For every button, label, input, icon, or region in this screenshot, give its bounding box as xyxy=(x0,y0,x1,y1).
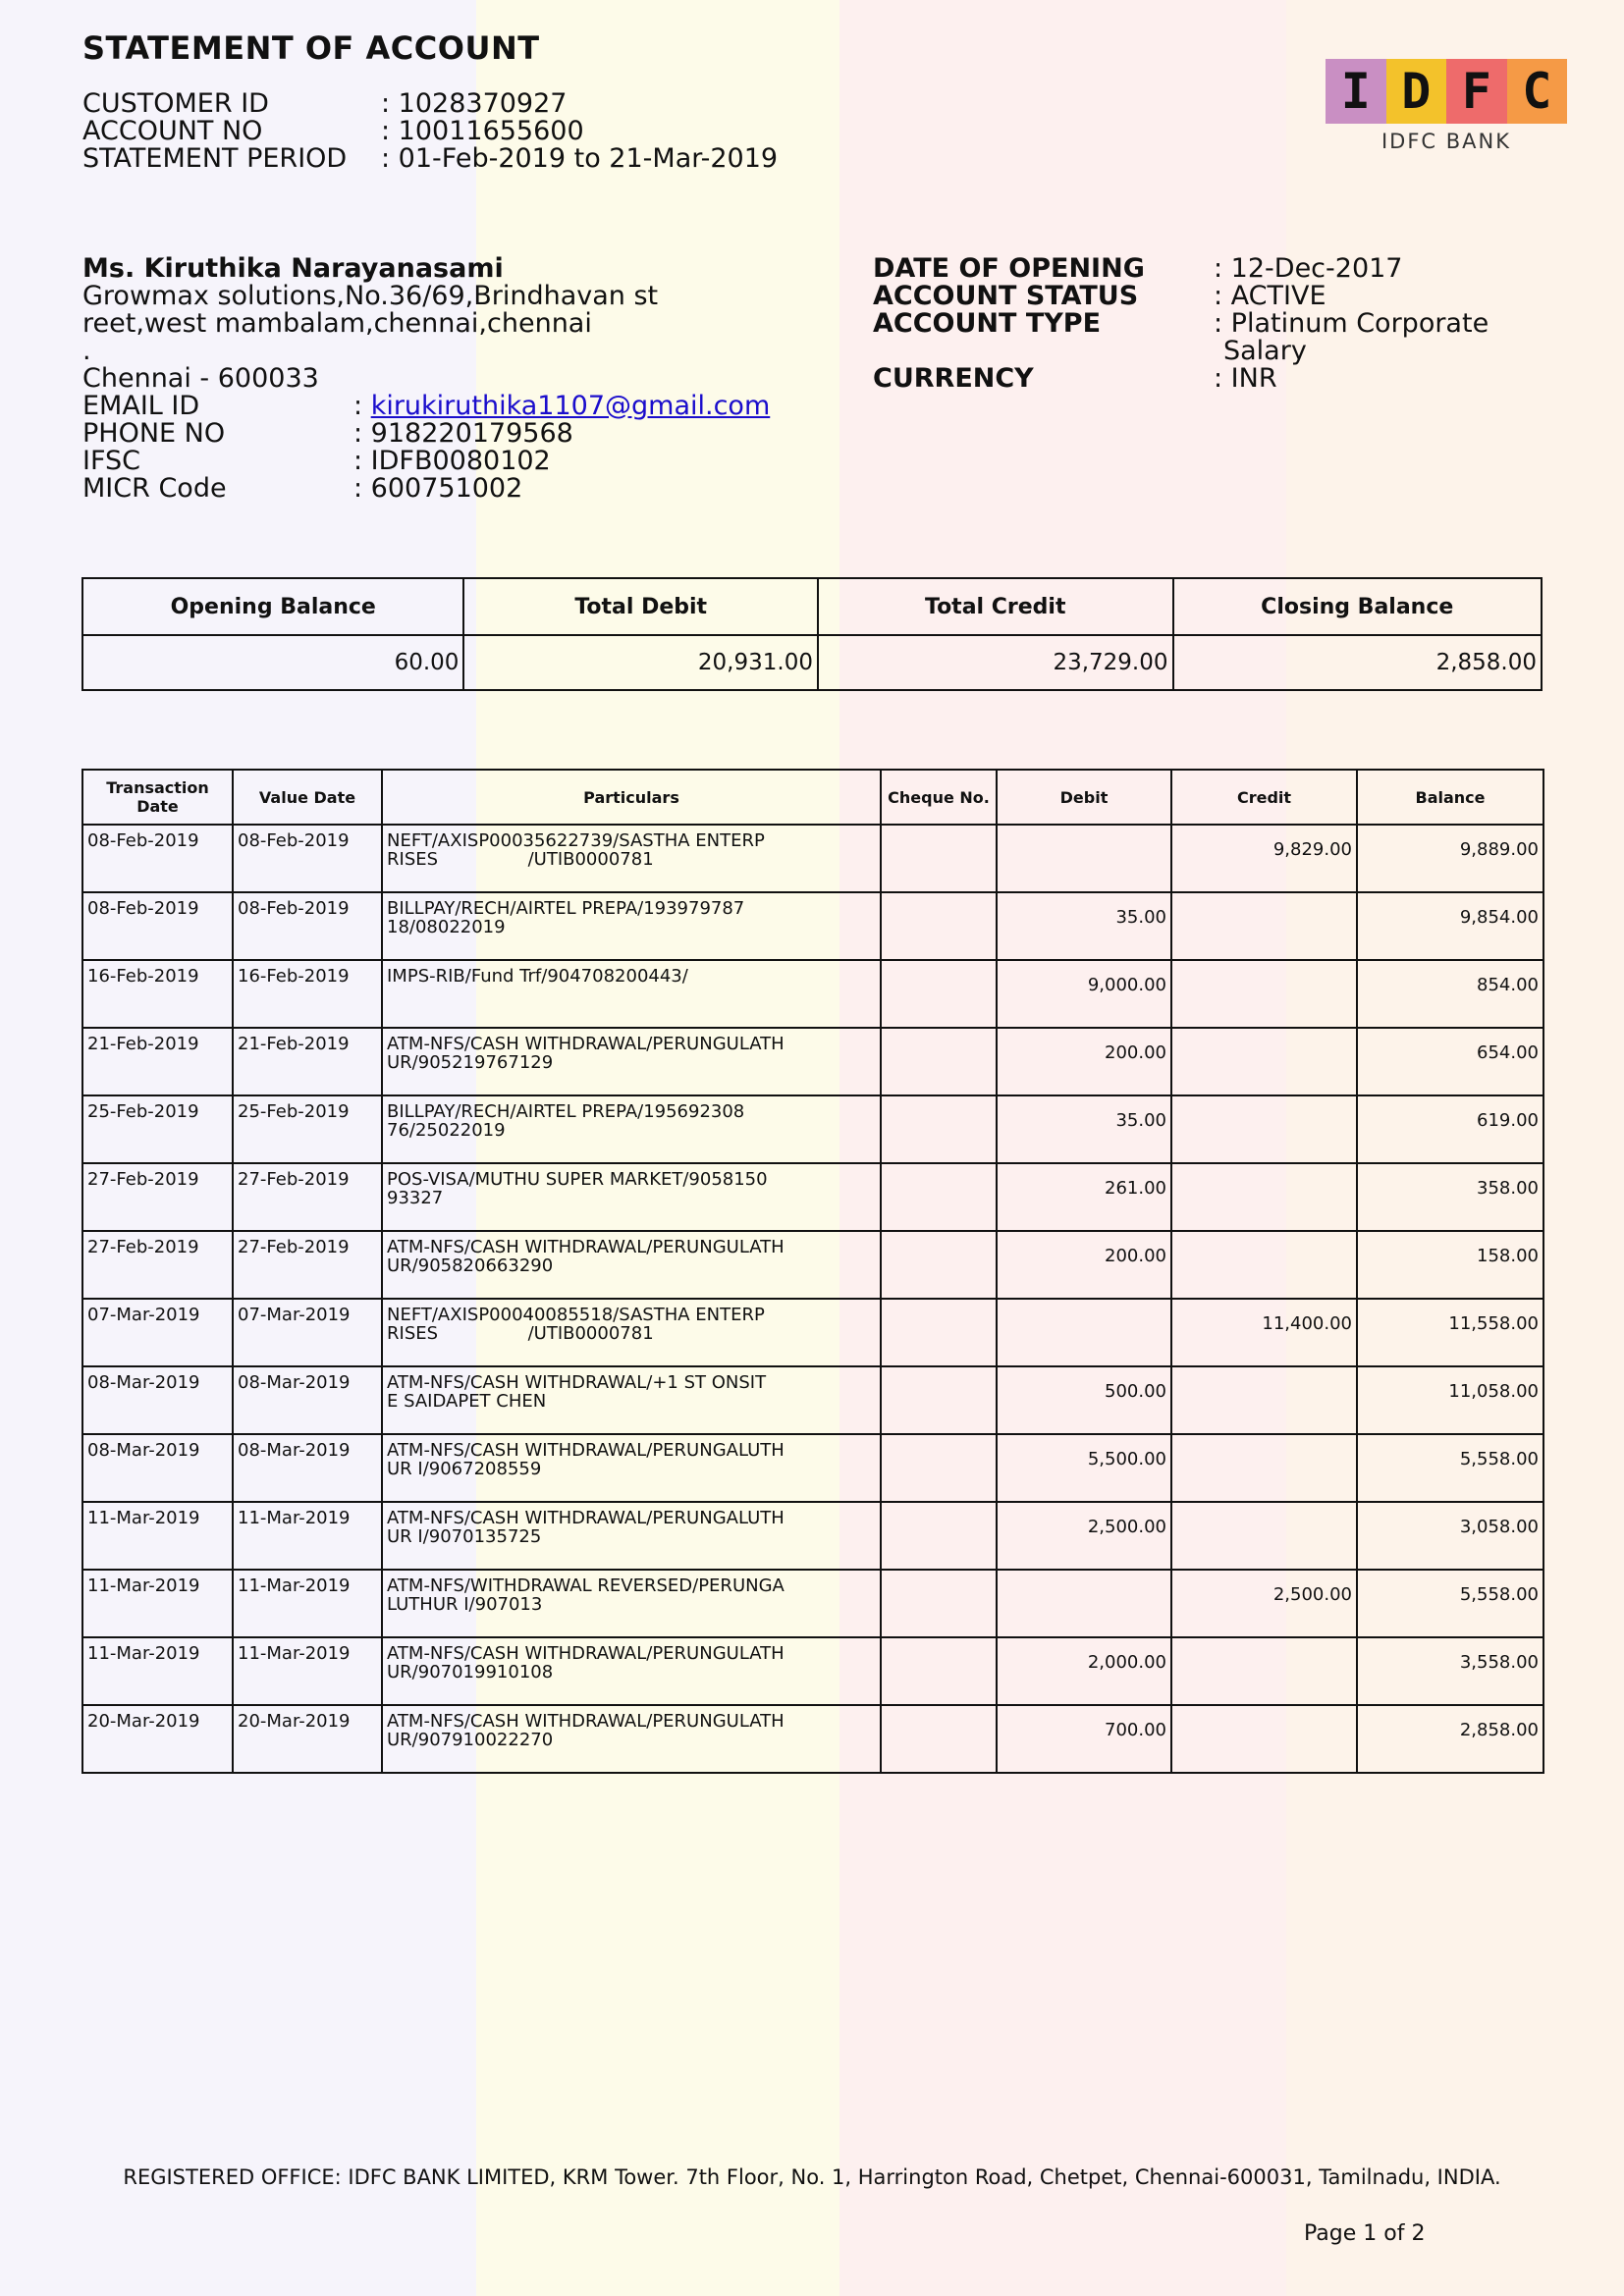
balance-cell: 158.00 xyxy=(1357,1231,1543,1299)
transaction-date-cell: 16-Feb-2019 xyxy=(82,960,233,1028)
balance-cell: 2,858.00 xyxy=(1357,1705,1543,1773)
table-row xyxy=(82,1705,1543,1773)
balance-cell: 654.00 xyxy=(1357,1028,1543,1095)
debit-cell: 9,000.00 xyxy=(997,960,1171,1028)
credit-cell: 11,400.00 xyxy=(1171,1299,1357,1366)
transaction-date-cell: 08-Mar-2019 xyxy=(82,1434,233,1502)
debit-cell: 35.00 xyxy=(997,892,1171,960)
micr-value: : 600751002 xyxy=(353,473,523,504)
particulars-cell: ATM-NFS/CASH WITHDRAWAL/+1 ST ONSIT E SAIDAPET CHEN xyxy=(382,1366,881,1434)
value-date-cell: 11-Mar-2019 xyxy=(233,1502,382,1570)
logo-caption: IDFC BANK xyxy=(1380,130,1512,153)
closing-balance-header: Closing Balance xyxy=(1173,578,1543,635)
credit-cell: 9,829.00 xyxy=(1171,825,1357,892)
credit-cell xyxy=(1171,1028,1357,1095)
balance-cell: 9,854.00 xyxy=(1357,892,1543,960)
particulars-cell: ATM-NFS/CASH WITHDRAWAL/PERUNGALUTH UR I/9070135725 xyxy=(382,1502,881,1570)
balance-cell: 11,558.00 xyxy=(1357,1299,1543,1366)
credit-cell xyxy=(1171,1366,1357,1434)
value-date-cell: 11-Mar-2019 xyxy=(233,1637,382,1705)
logo-tiles xyxy=(1326,59,1567,124)
particulars-cell: NEFT/AXISP00035622739/SASTHA ENTERP RISES /UTIB0000781 xyxy=(382,825,881,892)
cheque-no-cell xyxy=(881,1299,997,1366)
cheque-no-cell xyxy=(881,1231,997,1299)
transactions-table xyxy=(81,769,1544,1774)
balance-cell: 5,558.00 xyxy=(1357,1434,1543,1502)
type-value: : Platinum Corporate xyxy=(1214,308,1489,339)
transaction-date-cell: 27-Feb-2019 xyxy=(82,1231,233,1299)
cheque-no-cell xyxy=(881,1095,997,1163)
particulars-header: Particulars xyxy=(382,770,881,825)
closing-balance-value: 2,858.00 xyxy=(1173,635,1543,690)
cheque-no-cell xyxy=(881,1637,997,1705)
address-line-3: . xyxy=(82,336,91,366)
table-row xyxy=(82,1570,1543,1637)
transaction-date-cell: 21-Feb-2019 xyxy=(82,1028,233,1095)
transaction-date-cell: 08-Feb-2019 xyxy=(82,892,233,960)
logo-letter-i: I xyxy=(1326,59,1386,124)
statement-title: STATEMENT OF ACCOUNT xyxy=(82,29,540,67)
header-fields xyxy=(82,90,829,173)
table-row xyxy=(82,1434,1543,1502)
cheque-no-cell xyxy=(881,892,997,960)
total-credit-header: Total Credit xyxy=(818,578,1173,635)
particulars-cell: BILLPAY/RECH/AIRTEL PREPA/195692308 76/25022019 xyxy=(382,1095,881,1163)
type-label: ACCOUNT TYPE xyxy=(873,308,1102,339)
particulars-cell: ATM-NFS/CASH WITHDRAWAL/PERUNGULATH UR/907019910108 xyxy=(382,1637,881,1705)
value-date-cell: 11-Mar-2019 xyxy=(233,1570,382,1637)
value-date-header: Value Date xyxy=(233,770,382,825)
ifsc-value: : IDFB0080102 xyxy=(353,446,551,476)
particulars-cell: ATM-NFS/WITHDRAWAL REVERSED/PERUNGA LUTHUR I/907013 xyxy=(382,1570,881,1637)
transaction-date-cell: 08-Feb-2019 xyxy=(82,825,233,892)
balance-cell: 9,889.00 xyxy=(1357,825,1543,892)
total-credit-value: 23,729.00 xyxy=(818,635,1173,690)
total-debit-header: Total Debit xyxy=(463,578,818,635)
balance-cell: 619.00 xyxy=(1357,1095,1543,1163)
email-row xyxy=(82,393,789,420)
customer-block xyxy=(82,255,789,503)
balance-cell: 358.00 xyxy=(1357,1163,1543,1231)
ifsc-row xyxy=(82,448,789,475)
table-row xyxy=(82,960,1543,1028)
debit-cell: 700.00 xyxy=(997,1705,1171,1773)
table-row xyxy=(82,1637,1543,1705)
type-row-2 xyxy=(873,338,1560,365)
value-date-cell: 08-Mar-2019 xyxy=(233,1366,382,1434)
debit-cell: 500.00 xyxy=(997,1366,1171,1434)
balance-cell: 5,558.00 xyxy=(1357,1570,1543,1637)
customer-name: Ms. Kiruthika Narayanasami xyxy=(82,253,504,284)
micr-label: MICR Code xyxy=(82,473,227,504)
transaction-date-header: Transaction Date xyxy=(82,770,233,825)
page-number: Page 1 of 2 xyxy=(1304,2221,1426,2246)
table-row xyxy=(82,1502,1543,1570)
currency-label: CURRENCY xyxy=(873,363,1034,394)
micr-row xyxy=(82,475,789,503)
address-line-4: Chennai - 600033 xyxy=(82,363,319,394)
credit-cell xyxy=(1171,1637,1357,1705)
debit-cell xyxy=(997,1299,1171,1366)
cheque-no-cell xyxy=(881,825,997,892)
balance-cell: 854.00 xyxy=(1357,960,1543,1028)
account-no-value: : 10011655600 xyxy=(381,116,584,146)
balance-cell: 11,058.00 xyxy=(1357,1366,1543,1434)
particulars-cell: BILLPAY/RECH/AIRTEL PREPA/193979787 18/08022019 xyxy=(382,892,881,960)
value-date-cell: 21-Feb-2019 xyxy=(233,1028,382,1095)
debit-cell: 200.00 xyxy=(997,1231,1171,1299)
credit-header: Credit xyxy=(1171,770,1357,825)
debit-cell: 261.00 xyxy=(997,1163,1171,1231)
credit-cell xyxy=(1171,1502,1357,1570)
debit-cell xyxy=(997,825,1171,892)
cheque-no-cell xyxy=(881,1705,997,1773)
particulars-cell: IMPS-RIB/Fund Trf/904708200443/ xyxy=(382,960,881,1028)
opening-balance-header: Opening Balance xyxy=(82,578,463,635)
ifsc-label: IFSC xyxy=(82,446,141,476)
debit-cell: 2,500.00 xyxy=(997,1502,1171,1570)
value-date-cell: 20-Mar-2019 xyxy=(233,1705,382,1773)
balance-summary-table xyxy=(81,577,1543,691)
value-date-cell: 08-Feb-2019 xyxy=(233,825,382,892)
balance-cell: 3,058.00 xyxy=(1357,1502,1543,1570)
table-row xyxy=(82,1231,1543,1299)
debit-header: Debit xyxy=(997,770,1171,825)
logo-letter-f: F xyxy=(1446,59,1507,124)
status-value: : ACTIVE xyxy=(1214,281,1326,311)
balance-header: Balance xyxy=(1357,770,1543,825)
particulars-cell: ATM-NFS/CASH WITHDRAWAL/PERUNGULATH UR/905219767129 xyxy=(382,1028,881,1095)
opening-row xyxy=(873,255,1560,283)
transaction-date-cell: 07-Mar-2019 xyxy=(82,1299,233,1366)
debit-cell: 5,500.00 xyxy=(997,1434,1171,1502)
credit-cell xyxy=(1171,1434,1357,1502)
debit-cell: 35.00 xyxy=(997,1095,1171,1163)
account-no-row xyxy=(82,118,829,145)
particulars-cell: ATM-NFS/CASH WITHDRAWAL/PERUNGULATH UR/905820663290 xyxy=(382,1231,881,1299)
cheque-no-cell xyxy=(881,1434,997,1502)
value-date-cell: 27-Feb-2019 xyxy=(233,1163,382,1231)
cheque-no-header: Cheque No. xyxy=(881,770,997,825)
idfc-bank-logo xyxy=(1326,59,1567,153)
email-link[interactable]: kirukiruthika1107@gmail.com xyxy=(370,391,771,421)
credit-cell xyxy=(1171,1231,1357,1299)
phone-row xyxy=(82,420,789,448)
total-debit-value: 20,931.00 xyxy=(463,635,818,690)
cheque-no-cell xyxy=(881,1570,997,1637)
credit-cell xyxy=(1171,1705,1357,1773)
value-date-cell: 07-Mar-2019 xyxy=(233,1299,382,1366)
type-value-2: Salary xyxy=(1223,336,1307,366)
cheque-no-cell xyxy=(881,1163,997,1231)
registered-office: REGISTERED OFFICE: IDFC BANK LIMITED, KRM Tower. 7th Floor, No. 1, Harrington Road, Chetpet, Chennai-600031, Tamilnadu, INDIA. xyxy=(123,2165,1501,2189)
credit-cell xyxy=(1171,960,1357,1028)
credit-cell xyxy=(1171,892,1357,960)
statement-period-row xyxy=(82,145,829,173)
table-row xyxy=(82,892,1543,960)
transactions-body xyxy=(82,825,1543,1773)
value-date-cell: 25-Feb-2019 xyxy=(233,1095,382,1163)
address-line-1: Growmax solutions,No.36/69,Brindhavan st xyxy=(82,281,659,311)
transaction-date-cell: 11-Mar-2019 xyxy=(82,1502,233,1570)
phone-label: PHONE NO xyxy=(82,418,226,449)
transaction-date-cell: 11-Mar-2019 xyxy=(82,1637,233,1705)
transaction-date-cell: 27-Feb-2019 xyxy=(82,1163,233,1231)
opening-label: DATE OF OPENING xyxy=(873,253,1145,284)
cheque-no-cell xyxy=(881,1028,997,1095)
transaction-date-cell: 11-Mar-2019 xyxy=(82,1570,233,1637)
email-colon: : kirukiruthika1107@gmail.com xyxy=(353,391,771,421)
status-row xyxy=(873,283,1560,310)
phone-value: : 918220179568 xyxy=(353,418,573,449)
customer-id-label: CUSTOMER ID xyxy=(82,88,269,119)
currency-value: : INR xyxy=(1214,363,1277,394)
cheque-no-cell xyxy=(881,1502,997,1570)
value-date-cell: 08-Mar-2019 xyxy=(233,1434,382,1502)
value-date-cell: 27-Feb-2019 xyxy=(233,1231,382,1299)
cheque-no-cell xyxy=(881,1366,997,1434)
value-date-cell: 16-Feb-2019 xyxy=(233,960,382,1028)
table-row xyxy=(82,825,1543,892)
opening-balance-value: 60.00 xyxy=(82,635,463,690)
value-date-cell: 08-Feb-2019 xyxy=(233,892,382,960)
summary-header-row xyxy=(82,578,1542,635)
customer-id-row xyxy=(82,90,829,118)
particulars-cell: NEFT/AXISP00040085518/SASTHA ENTERP RISES /UTIB0000781 xyxy=(382,1299,881,1366)
table-row xyxy=(82,1163,1543,1231)
status-label: ACCOUNT STATUS xyxy=(873,281,1139,311)
account-block xyxy=(873,255,1560,393)
table-row xyxy=(82,1299,1543,1366)
statement-period-label: STATEMENT PERIOD xyxy=(82,143,348,174)
summary-value-row xyxy=(82,635,1542,690)
type-row xyxy=(873,310,1560,338)
account-no-label: ACCOUNT NO xyxy=(82,116,263,146)
credit-cell xyxy=(1171,1095,1357,1163)
transaction-date-cell: 25-Feb-2019 xyxy=(82,1095,233,1163)
balance-cell: 3,558.00 xyxy=(1357,1637,1543,1705)
credit-cell xyxy=(1171,1163,1357,1231)
currency-row xyxy=(873,365,1560,393)
table-row xyxy=(82,1028,1543,1095)
customer-id-value: : 1028370927 xyxy=(381,88,568,119)
transaction-date-cell: 08-Mar-2019 xyxy=(82,1366,233,1434)
address-line-2: reet,west mambalam,chennai,chennai xyxy=(82,308,592,339)
logo-letter-c: C xyxy=(1507,59,1568,124)
particulars-cell: ATM-NFS/CASH WITHDRAWAL/PERUNGALUTH UR I/9067208559 xyxy=(382,1434,881,1502)
cheque-no-cell xyxy=(881,960,997,1028)
debit-cell: 200.00 xyxy=(997,1028,1171,1095)
transaction-date-cell: 20-Mar-2019 xyxy=(82,1705,233,1773)
transactions-header-row xyxy=(82,770,1543,825)
particulars-cell: POS-VISA/MUTHU SUPER MARKET/9058150 93327 xyxy=(382,1163,881,1231)
table-row xyxy=(82,1095,1543,1163)
opening-value: : 12-Dec-2017 xyxy=(1214,253,1403,284)
credit-cell: 2,500.00 xyxy=(1171,1570,1357,1637)
table-row xyxy=(82,1366,1543,1434)
email-label: EMAIL ID xyxy=(82,391,200,421)
debit-cell xyxy=(997,1570,1171,1637)
debit-cell: 2,000.00 xyxy=(997,1637,1171,1705)
statement-period-value: : 01-Feb-2019 to 21-Mar-2019 xyxy=(381,143,779,174)
particulars-cell: ATM-NFS/CASH WITHDRAWAL/PERUNGULATH UR/907910022270 xyxy=(382,1705,881,1773)
logo-letter-d: D xyxy=(1386,59,1447,124)
